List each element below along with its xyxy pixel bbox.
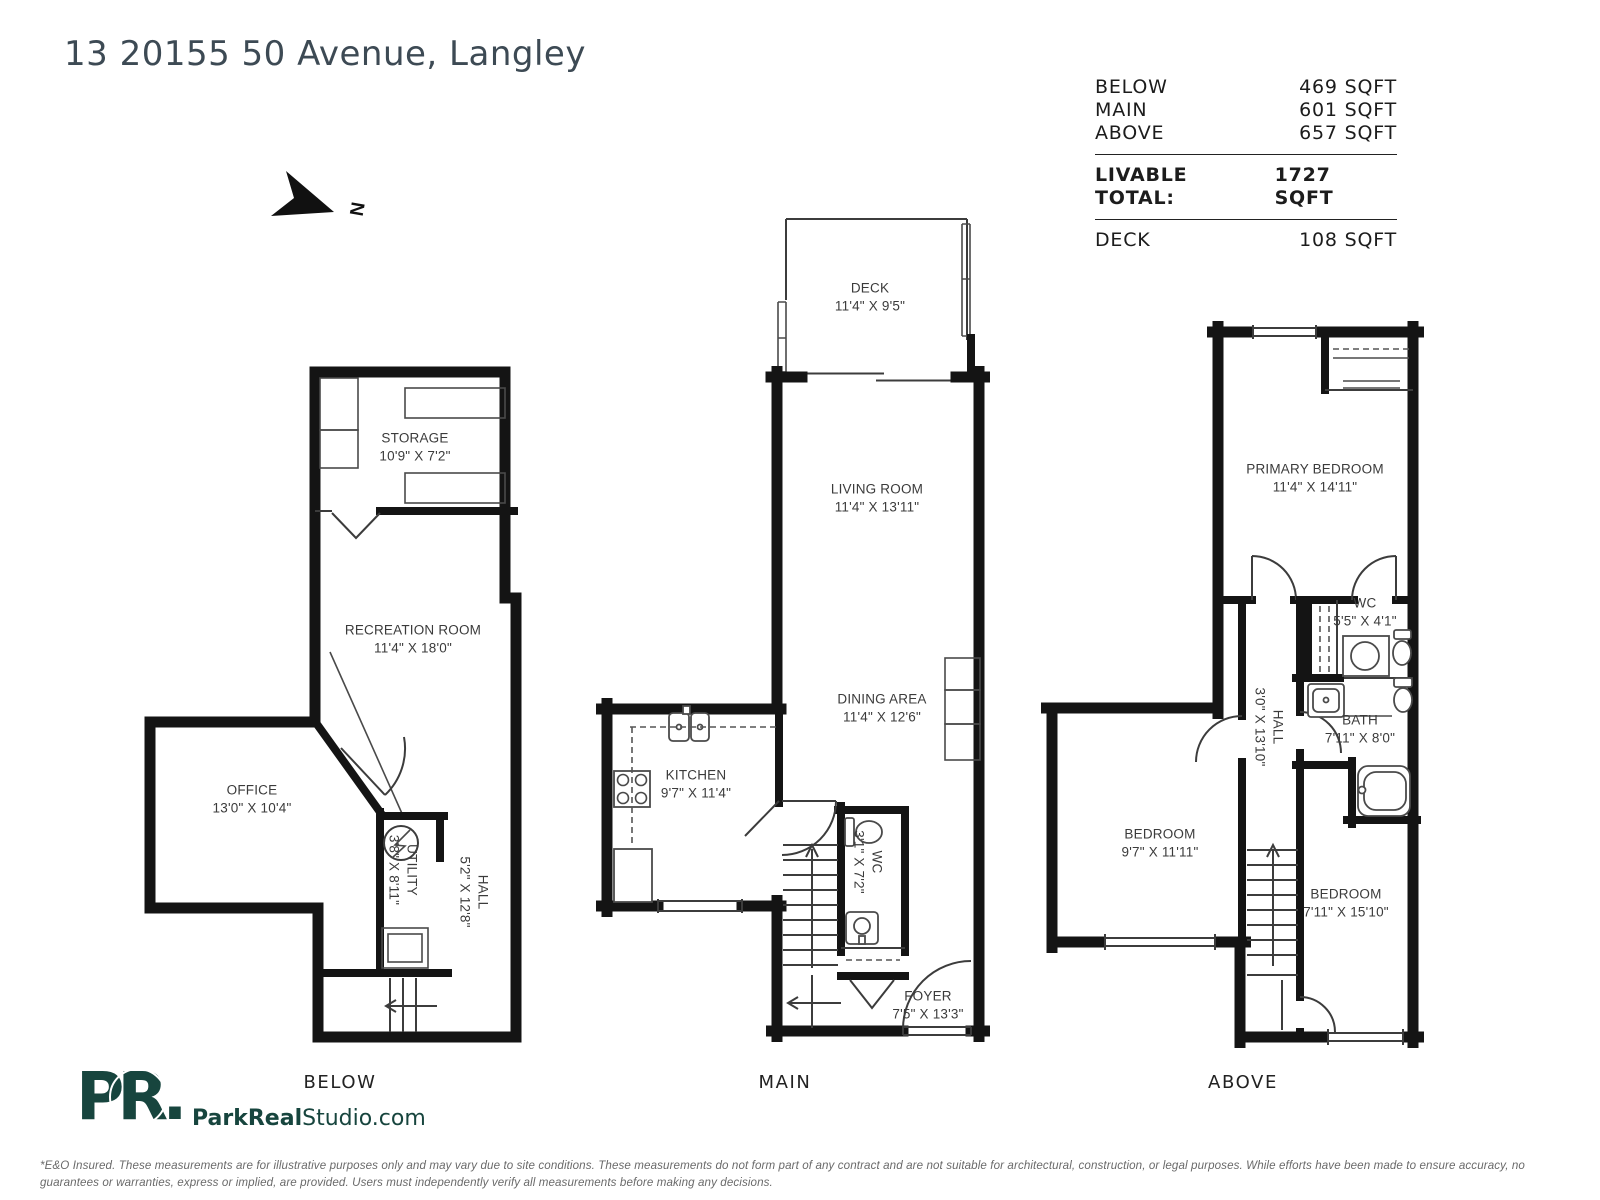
room-label-primary: PRIMARY BEDROOM 11'4" X 14'11" [1246, 461, 1384, 494]
room-label-hall-above: HALL 3'0" X 13'10" [1253, 687, 1286, 767]
logo-monogram: PR. [76, 1058, 181, 1135]
disclaimer-text: *E&O Insured. These measurements are for illustrative purposes only and may vary due to site conditions. These measurements do not form part of any contract and are not suitable for architectural, construction, or legal purposes. While efforts have been made to ensure accuracy, no guarantees or warranties, express or implied, are provided. Users must independently verify all measurements before making any decisions. [40, 1159, 1525, 1189]
area-summary-table [1095, 76, 1397, 252]
room-label-living: LIVING ROOM 11'4" X 13'11" [830, 481, 924, 514]
north-arrow-icon [250, 160, 380, 235]
area-value: 601 SQFT [1299, 99, 1397, 121]
floor-caption-above: ABOVE [1208, 1072, 1278, 1093]
deck-value: 108 SQFT [1299, 229, 1397, 251]
floor-caption-main: MAIN [758, 1072, 812, 1093]
livable-total-row [1095, 164, 1397, 210]
table-row [1095, 122, 1397, 145]
page-title: 13 20155 50 Avenue, Langley [64, 34, 586, 74]
table-row [1095, 76, 1397, 99]
room-label-storage: STORAGE 10'9" X 7'2" [379, 430, 451, 463]
room-label-wc-main: WC 3'1" X 7'2" [852, 830, 885, 894]
room-label-wc-above: WC 5'5" X 4'1" [1333, 595, 1397, 628]
room-label-foyer: FOYER 7'5" X 13'3" [892, 988, 964, 1021]
logo-wordmark-bold: ParkReal [192, 1106, 303, 1131]
area-value: 657 SQFT [1299, 122, 1397, 144]
north-letter: N [344, 200, 368, 218]
above-floorplan [1040, 320, 1430, 1052]
room-label-office: OFFICE 13'0" X 10'4" [212, 782, 292, 815]
logo-wordmark-rest: Studio.com [302, 1106, 426, 1131]
room-label-kitchen: KITCHEN 9'7" X 11'4" [660, 767, 732, 800]
room-label-dining: DINING AREA 11'4" X 12'6" [837, 691, 927, 724]
park-real-studio-logo [76, 1058, 426, 1148]
floor-caption-below: BELOW [303, 1072, 377, 1093]
room-label-recreation: RECREATION ROOM 11'4" X 18'0" [344, 622, 482, 655]
room-label-bath: BATH 7'11" X 8'0" [1324, 712, 1396, 745]
area-label: BELOW [1095, 76, 1168, 98]
deck-row [1095, 229, 1397, 252]
below-floorplan [130, 355, 550, 1055]
room-label-utility: UTILITY 3'8" X 8'11" [387, 834, 420, 906]
divider [1095, 154, 1397, 155]
total-label: LIVABLE TOTAL: [1095, 164, 1188, 209]
room-label-bedroom-right: BEDROOM 7'11" X 15'10" [1303, 886, 1389, 919]
room-label-bedroom-left: BEDROOM 9'7" X 11'11" [1121, 826, 1199, 859]
table-row [1095, 99, 1397, 122]
deck-label: DECK [1095, 229, 1151, 251]
area-label: ABOVE [1095, 122, 1165, 144]
total-value: 1727 SQFT [1274, 164, 1334, 209]
area-value: 469 SQFT [1299, 76, 1397, 98]
room-label-deck: DECK 11'4" X 9'5" [834, 280, 906, 313]
logo-wordmark [192, 1106, 426, 1131]
divider [1095, 219, 1397, 220]
main-floorplan [580, 200, 1000, 1055]
room-label-hall-below: HALL 5'2" X 12'8" [458, 856, 491, 928]
area-label: MAIN [1095, 99, 1148, 121]
logo-arc-icon [109, 1068, 167, 1126]
